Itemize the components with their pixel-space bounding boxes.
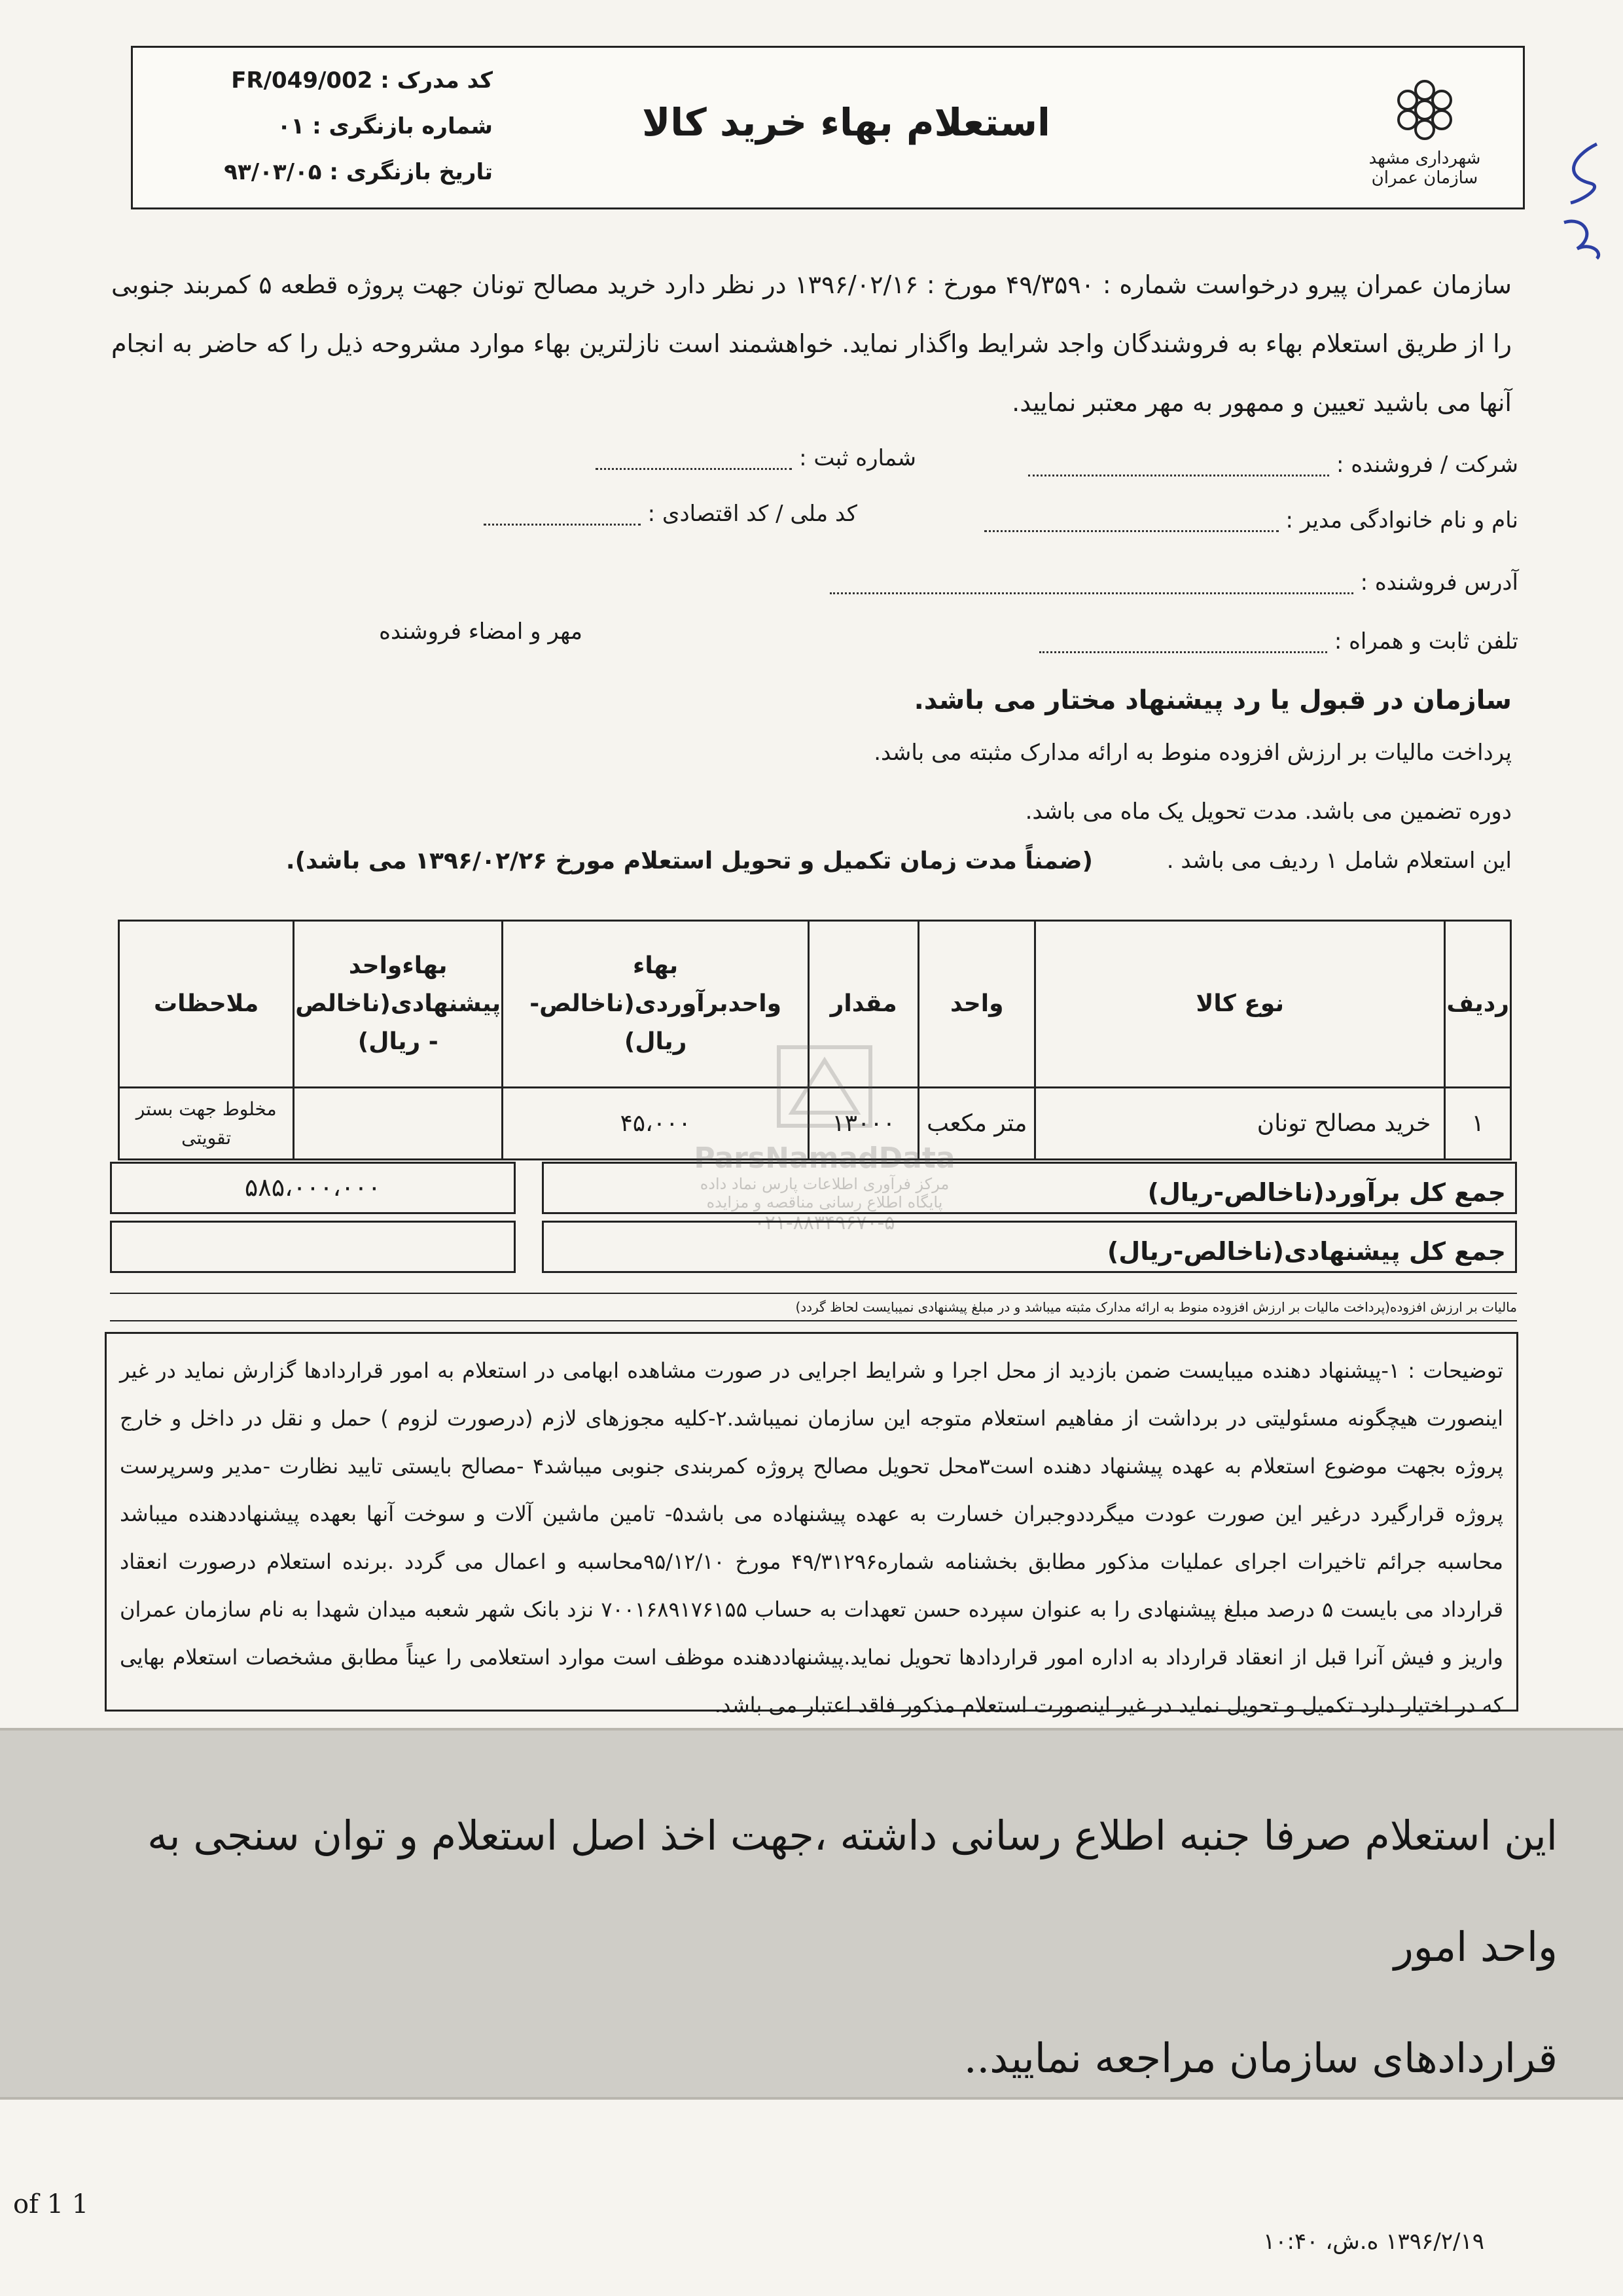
logo-caption: سازمان عمران [1371, 168, 1478, 188]
company-blank [1028, 455, 1329, 476]
national-id-field [484, 501, 857, 527]
address-field [830, 569, 1518, 596]
conditions-section [111, 677, 1512, 893]
notice-line-1: این استعلام صرفا جنبه اطلاع رسانی داشته ،جهت اخذ اصل استعلام و توان سنجی به واحد امور [147, 1812, 1558, 1971]
doc-code-label: کد مدرک : [380, 67, 493, 94]
phone-label: تلفن ثابت و همراه : [1334, 628, 1518, 655]
rows-deadline-line [111, 841, 1512, 893]
cell-row-no: ۱ [1445, 1088, 1511, 1160]
watermark-line1: مرکز فرآوری اطلاعات پارس نماد داده [700, 1175, 950, 1193]
revision-number: شماره بازنگری : ۰۱ [277, 113, 493, 139]
watermark-brand: ParsNamadData [694, 1141, 955, 1175]
deadline-note: (ضمناً مدت زمان تکمیل و تحویل استعلام مورخ ۱۳۹۶/۰۲/۲۶ می باشد). [285, 848, 1093, 874]
seller-seal-label: مهر و امضاء فروشنده [379, 619, 582, 645]
manager-field [984, 507, 1518, 533]
revision-date: تاریخ بازنگری : ۹۳/۰۳/۰۵ [224, 159, 493, 185]
logo-top-text: شهرداری مشهد [1368, 149, 1481, 168]
notice-line-2: قراردادهای سازمان مراجعه نمایید.. [963, 2034, 1558, 2082]
company-field [1028, 452, 1518, 478]
warranty-delivery-note: دوره تضمین می باشد. مدت تحویل یک ماه می باشد. [1025, 798, 1512, 825]
estimate-total-value: ۵۸۵،۰۰۰،۰۰۰ [110, 1162, 516, 1214]
cell-estimated-price: ۴۵،۰۰۰ [503, 1088, 809, 1160]
reg-no-blank [596, 448, 792, 470]
doc-code-value: FR/049/002 [231, 67, 373, 94]
manager-blank [984, 511, 1279, 532]
address-blank [830, 573, 1353, 594]
col-header-row-no: ردیف [1445, 921, 1511, 1088]
parsnamad-watermark [654, 1034, 995, 1276]
notes-text: توضیحات : ۱-پیشنهاد دهنده میبایست ضمن بازدید از محل اجرا و شرایط اجرایی در صورت مشاهده ابهامی در استعلام به امور قراردادها گزارش نماید در غیر اینصورت هیچگونه مسئولیتی در برداشت از مفاهیم استعلام متوجه این سازمان نمیباشد.۲-کلیه مجوزهای لازم (درصورت لزوم ) حمل و نقل در داخل و خارج پروژه بجهت موضوع استعلام به عهده پیشنهاد دهنده است۳محل تحویل مصالح پروژه کمربندی جنوبی میباشد۴ -مصالح بایستی تایید نظارت -مدیر وسرپرست پروژه قرارگیرد درغیر این صورت عودت میگرددوجبران خسارت به عهده پیشنهاده می باشد۵- تامین ماشین آلات و سوخت آنها بعهده پیشنهاددهنده میباشد محاسبه جرائم تاخیرات اجرای عملیات مذکور مطابق بخشنامه شماره۴۹/۳۱۲۹۶ مورخ ۹۵/۱۲/۱۰محاسبه و اعمال می گردد .برنده استعلام درصورت انعقاد قرارداد می بایست ۵ درصد مبلغ پیشنهادی را به عنوان سپرده حسن تعهدات به حساب ۷۰۰۱۶۸۹۱۷۶۱۵۵ نزد بانک شهر شعبه میدان شهدا به نام سازمان عمران واریز و فیش آنرا قبل از انعقاد قرارداد به اداره امور قراردادها تحویل نماید.پیشنهاددهنده موظف است موارد استعلامی را عیناً مطابق مشخصات استعلام بهایی که در اختیار دارد تکمیل و تحویل نماید در غیر اینصورت استعلام مذکور فاقد اعتبار می باشد. [120, 1358, 1504, 1717]
company-label: شرکت / فروشنده : [1336, 452, 1518, 478]
handwritten-notice [79, 1780, 1558, 2114]
manager-label: نام و نام خانوادگی مدیر : [1285, 507, 1518, 533]
national-id-blank [484, 504, 641, 526]
cell-unit: متر مکعب [919, 1088, 1035, 1160]
reg-no-field [596, 445, 916, 471]
proposed-total-value [110, 1221, 516, 1273]
address-label: آدرس فروشنده : [1360, 569, 1518, 596]
accept-reject-note: سازمان در قبول یا رد پیشنهاد مختار می باشد. [914, 685, 1512, 715]
cell-remarks: مخلوط جهت بستر تقویتی [119, 1088, 294, 1160]
phone-blank [1039, 632, 1327, 653]
watermark-phone: ۰۲۱-۸۸۳۴۹۶۷۰-۵ [754, 1211, 895, 1234]
flower-logo-icon [1385, 74, 1464, 146]
vat-table-note: مالیات بر ارزش افزوده(پرداخت مالیات بر ارزش افزوده منوط به ارائه مدارک مثبته میباشد و در مبلغ پیشنهادی نمیبایست لحاظ گردد) [110, 1293, 1517, 1321]
col-header-unit: واحد [919, 921, 1035, 1088]
watermark-line2: پایگاه اطلاع رسانی مناقصه و مزایده [706, 1193, 943, 1211]
intro-section [111, 255, 1512, 432]
rows-count-note: این استعلام شامل ۱ ردیف می باشد . [1166, 848, 1512, 874]
document-meta [166, 58, 493, 195]
phone-field [1039, 628, 1518, 655]
col-header-quantity: مقدار [809, 921, 919, 1088]
document-header [131, 46, 1525, 209]
national-id-label: کد ملی / کد اقتصادی : [647, 501, 857, 527]
col-header-proposed-price: بهاءواحد پیشنهادی(ناخالص - ریال) [294, 921, 503, 1088]
handwritten-initials-mark [1544, 137, 1616, 262]
scan-timestamp: ۱۳۹۶/۲/۱۹ ه.ش، ۱۰:۴۰ [1263, 2229, 1484, 2255]
vat-note: پرداخت مالیات بر ارزش افزوده منوط به ارائه مدارک مثبته می باشد. [874, 740, 1512, 766]
notes-box [105, 1332, 1518, 1717]
cell-quantity: ۱۳۰۰۰ [809, 1088, 919, 1160]
col-header-estimated-price: بهاء واحدبرآوردی(ناخالص-ریال) [503, 921, 809, 1088]
col-header-remarks: ملاحظات [119, 921, 294, 1088]
reg-no-label: شماره ثبت : [799, 445, 916, 471]
col-header-item-type: نوع کالا [1035, 921, 1445, 1088]
cell-item-type: خرید مصالح تونان [1035, 1088, 1445, 1160]
doc-code-line [166, 58, 493, 103]
estimate-total-label: جمع کل برآورد(ناخالص-ریال) [542, 1162, 1517, 1214]
document-title: استعلام بهاء خرید کالا [642, 100, 1050, 145]
organization-logo [1366, 74, 1484, 192]
watermark-logo-icon [740, 1034, 910, 1139]
cell-proposed-price [294, 1088, 503, 1160]
page-counter: of 1 1 [13, 2189, 89, 2219]
intro-paragraph: سازمان عمران پیرو درخواست شماره : ۴۹/۳۵۹۰ مورخ : ۱۳۹۶/۰۲/۱۶ در نظر دارد خرید مصالح تونان جهت پروژه قطعه ۵ کمربند جنوبی را از طریق استعلام بهاء به فروشندگان واجد شرایط واگذار نماید. خواهشمند است نازلترین بهاء موارد مشروحه ذیل را که حاضر به انجام آنها می باشید تعیین و ممهور به مهر معتبر نمایید. [111, 270, 1512, 417]
proposed-total-label: جمع کل پیشنهادی(ناخالص-ریال) [542, 1221, 1517, 1273]
